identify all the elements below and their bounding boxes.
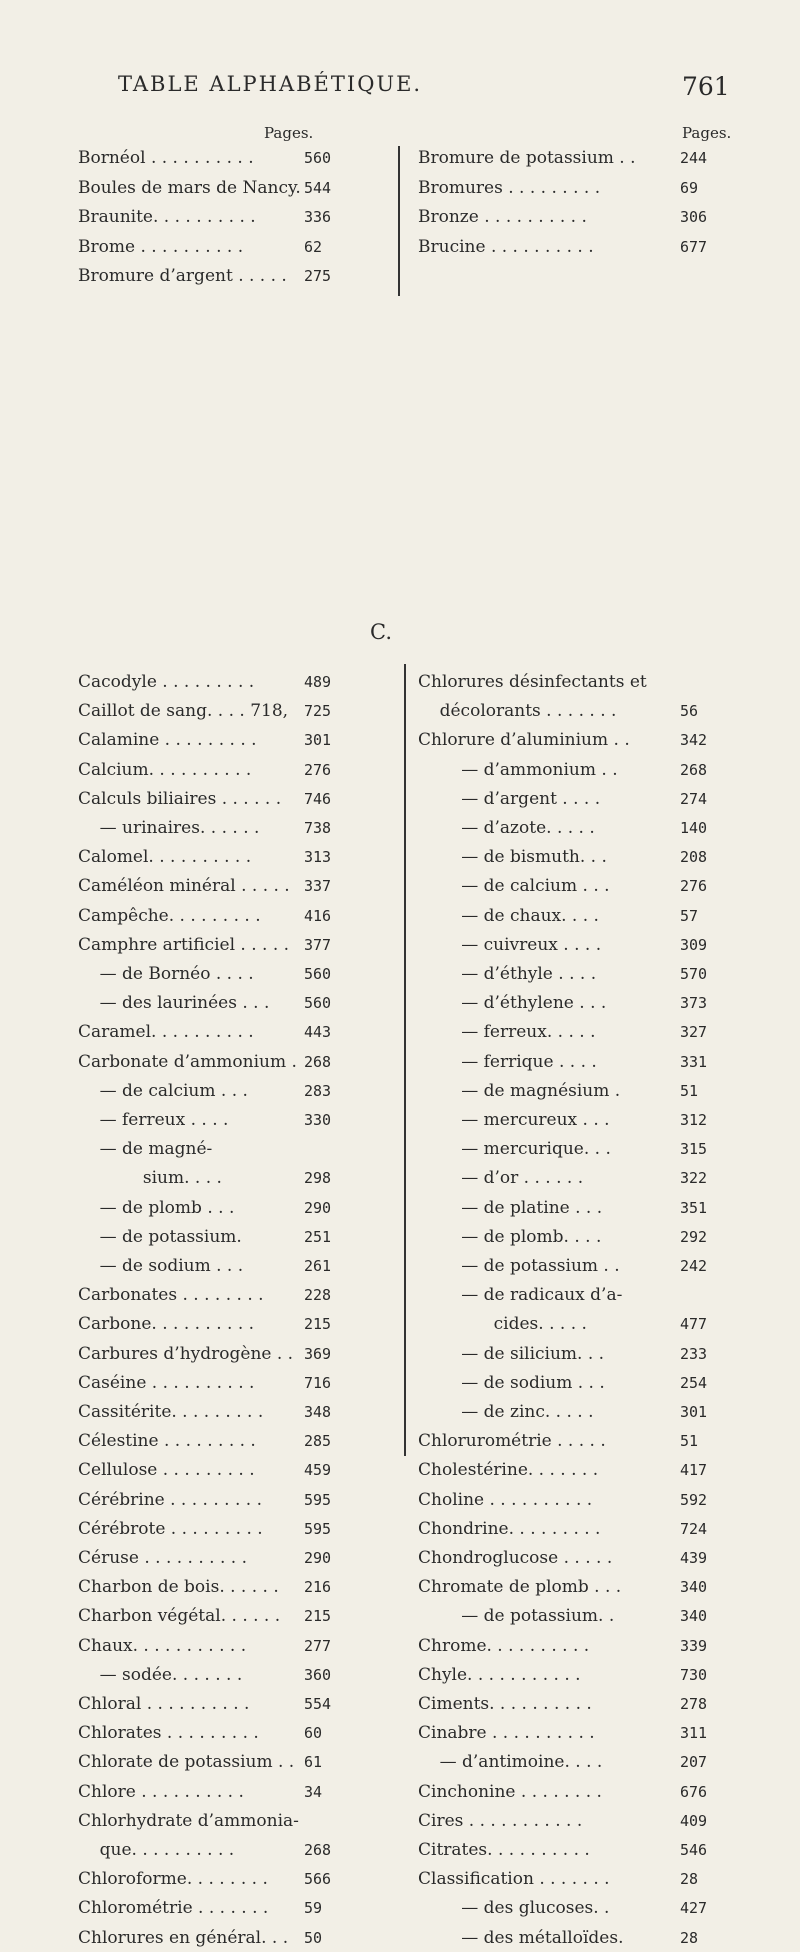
entry-page: 348 [304,1403,332,1421]
index-entry [418,233,738,261]
entry-label: Bronze . . . . . . . . . . [418,207,587,227]
index-entry [78,1252,398,1280]
entry-label: — de zinc. . . . . [418,1402,594,1422]
index-entry [418,872,738,900]
index-entry [78,1807,398,1835]
index-entry [418,726,738,754]
entry-page: 311 [680,1724,708,1743]
entry-label: — d’éthyle . . . . [418,964,597,984]
entry-label: Bromures . . . . . . . . . [418,177,601,198]
index-entry [78,174,398,202]
entry-label: — d’or . . . . . . [418,1168,584,1189]
entry-label: — de radicaux d’a- [418,1285,623,1306]
column-divider-top [398,146,400,296]
index-entry [418,174,738,202]
entry-label: — ferreux . . . . [78,1110,229,1130]
entry-label: Cassitérite. . . . . . . . . [78,1402,264,1422]
entry-page: 216 [304,1578,332,1597]
entry-page: 330 [304,1111,332,1129]
entry-label: Brome . . . . . . . . . . [78,236,244,257]
index-entry [418,1018,738,1046]
entry-page: 34 [304,1782,323,1801]
entry-page: 309 [680,935,708,954]
index-entry [78,697,398,725]
index-entry [78,1077,398,1105]
entry-label: Caillot de sang. . . . 718, [78,701,289,722]
entry-label: Cholestérine. . . . . . . [418,1460,599,1481]
index-entry [78,1632,398,1660]
index-entry [78,1924,398,1952]
entry-label: Cellulose . . . . . . . . . [78,1460,255,1481]
index-entry [418,1194,738,1222]
entry-label: Chlorures désinfectants et [418,672,647,692]
entry-page: 724 [680,1519,708,1538]
index-entry [418,1486,738,1514]
index-entry [418,1164,738,1192]
entry-page: 61 [304,1753,323,1772]
entry-page: 459 [304,1461,332,1480]
entry-label: Chlorométrie . . . . . . . [78,1898,269,1919]
index-entry [78,1690,398,1718]
entry-label: Charbon végétal. . . . . . [78,1606,281,1627]
index-entry [78,872,398,900]
entry-label: Céruse . . . . . . . . . . [78,1548,248,1568]
index-entry [78,756,398,784]
index-entry [418,1748,738,1776]
entry-label: — de sodium . . . [78,1256,244,1276]
entry-label: Braunite. . . . . . . . . . [78,207,256,227]
entry-page: 351 [680,1198,708,1217]
index-entry [78,1340,398,1368]
index-entry [78,785,398,813]
entry-label: Calomel. . . . . . . . . . [78,847,252,868]
entry-label: — de potassium . . [418,1256,620,1276]
entry-label: Ciments. . . . . . . . . . [418,1694,592,1714]
entry-page: 228 [304,1286,332,1305]
entry-page: 716 [304,1373,332,1392]
entry-label: — de plomb. . . . [418,1226,602,1247]
entry-page: 276 [680,877,708,896]
entry-label: Bromure d’argent . . . . . [78,266,287,286]
page-number: 761 [682,72,730,101]
entry-label: Chondroglucose . . . . . [418,1548,613,1568]
entry-label: — de chaux. . . . [418,905,599,926]
index-entry [418,1223,738,1251]
entry-label: Chlorates . . . . . . . . . [78,1723,259,1744]
entry-page: 340 [680,1607,708,1626]
entry-page: 69 [680,178,699,197]
entry-page: 339 [680,1636,708,1655]
index-entry [418,1456,738,1484]
index-entry [418,902,738,930]
entry-label: — d’ammonium . . [418,759,618,780]
index-entry [78,1719,398,1747]
entry-page: 215 [304,1315,332,1334]
entry-page: 331 [680,1052,708,1071]
index-entry [418,1077,738,1105]
section-letter: C. [370,620,392,644]
entry-page: 276 [304,760,332,779]
index-entry [78,1427,398,1455]
entry-label: Calcium. . . . . . . . . . [78,759,252,780]
index-entry [78,1865,398,1893]
index-entry [418,1106,738,1134]
index-entry [418,144,738,172]
entry-page: 409 [680,1811,708,1830]
entry-page: 336 [304,208,332,226]
entry-page: 443 [304,1023,332,1042]
entry-label: décolorants . . . . . . . [418,701,617,722]
index-entry [418,814,738,842]
entry-page: 313 [304,848,332,867]
entry-page: 50 [304,1928,323,1947]
entry-label: Carbone. . . . . . . . . . [78,1314,255,1335]
index-entry [78,1602,398,1630]
entry-page: 416 [304,906,332,925]
index-entry [78,233,398,261]
entry-page: 677 [680,237,708,256]
entry-label: Choline . . . . . . . . . . [418,1489,593,1510]
index-entry [78,960,398,988]
index-entry [418,1807,738,1835]
entry-page: 59 [304,1899,323,1918]
entry-page: 215 [304,1607,332,1626]
entry-label: — d’azote. . . . . [418,818,595,838]
index-entry [418,1427,738,1455]
entry-page: 233 [680,1344,708,1363]
index-entry [418,989,738,1017]
entry-label: Carbonate d’ammonium . [78,1051,297,1072]
entry-label: Campêche. . . . . . . . . [78,905,261,926]
entry-label: cides. . . . . [418,1314,587,1335]
entry-label: Brucine . . . . . . . . . . [418,236,594,257]
entry-label: — d’argent . . . . [418,788,601,809]
index-entry [78,262,398,290]
entry-page: 60 [304,1724,323,1743]
entry-label: Chloroforme. . . . . . . . [78,1869,268,1890]
entry-label: — des métalloïdes. [418,1927,624,1948]
entry-page: 283 [304,1081,332,1100]
entry-label: Bromure de potassium . . [418,148,636,168]
index-entry [418,785,738,813]
entry-label: Chondrine. . . . . . . . . [418,1518,601,1539]
entry-page: 28 [680,1870,699,1889]
index-entry [78,1515,398,1543]
pages-label-right: Pages. [682,124,732,142]
entry-label: Caramel. . . . . . . . . . [78,1022,254,1043]
entry-page: 322 [680,1169,708,1188]
entry-label: Carbures d’hydrogène . . [78,1343,294,1364]
entry-label: — de calcium . . . [78,1080,248,1101]
entry-page: 268 [680,760,708,779]
index-entry [418,1602,738,1630]
entry-page: 560 [304,994,332,1013]
entry-page: 676 [680,1782,708,1801]
entry-label: — de sodium . . . [418,1372,605,1393]
entry-label: sium. . . . [78,1168,222,1189]
entry-page: 244 [680,149,708,167]
entry-label: Bornéol . . . . . . . . . . [78,148,254,168]
index-entry [78,989,398,1017]
entry-label: que. . . . . . . . . . [78,1840,235,1860]
entry-page: 369 [304,1344,332,1363]
index-entry [418,1661,738,1689]
entry-page: 277 [304,1636,332,1655]
entry-page: 489 [304,673,332,691]
index-entry [418,1894,738,1922]
entry-page: 51 [680,1081,699,1100]
entry-label: Célestine . . . . . . . . . [78,1431,256,1452]
entry-page: 268 [304,1052,332,1071]
entry-label: — de magnésium . [418,1080,621,1101]
entry-page: 725 [304,702,332,721]
entry-page: 207 [680,1753,708,1772]
entry-page: 738 [304,819,332,837]
entry-page: 274 [680,789,708,808]
index-entry [78,1778,398,1806]
index-entry [78,1106,398,1134]
index-entry [418,1515,738,1543]
entry-label: Cinabre . . . . . . . . . . [418,1723,595,1744]
entry-label: — de platine . . . [418,1197,603,1218]
entry-label: — urinaires. . . . . . [78,818,260,838]
entry-page: 278 [680,1695,708,1713]
index-entry [78,1398,398,1426]
entry-page: 312 [680,1111,708,1129]
index-entry [78,1573,398,1601]
entry-label: Classification . . . . . . . [418,1869,610,1890]
entry-page: 301 [304,731,332,750]
entry-label: — d’éthylene . . . [418,993,607,1014]
entry-label: Chlorurométrie . . . . . [418,1431,606,1452]
index-entry [78,1018,398,1046]
index-entry [78,1748,398,1776]
entry-label: Carbonates . . . . . . . . [78,1285,264,1306]
entry-page: 360 [304,1665,332,1684]
entry-page: 28 [680,1928,699,1947]
entry-page: 592 [680,1490,708,1509]
entry-label: Charbon de bois. . . . . . [78,1577,279,1598]
entry-page: 570 [680,965,708,983]
entry-label: Chromate de plomb . . . [418,1577,622,1598]
entry-label: — de bismuth. . . [418,847,607,868]
entry-label: — de potassium. [78,1226,242,1247]
index-entry [418,1252,738,1280]
entry-label: Cacodyle . . . . . . . . . [78,672,255,692]
entry-label: — d’antimoine. . . . [418,1752,603,1773]
entry-page: 439 [680,1549,708,1567]
index-entry [78,1544,398,1572]
entry-page: 306 [680,208,708,226]
entry-page: 290 [304,1549,332,1567]
index-entry [78,668,398,696]
index-entry [418,1573,738,1601]
entry-label: Citrates. . . . . . . . . . [418,1840,590,1860]
entry-label: — de plomb . . . [78,1197,235,1218]
entry-label: Calamine . . . . . . . . . [78,730,257,751]
entry-page: 554 [304,1695,332,1713]
index-entry [418,843,738,871]
entry-page: 377 [304,935,332,954]
entry-page: 298 [304,1169,332,1188]
entry-label: — ferreux. . . . . [418,1022,596,1043]
index-entry [78,1281,398,1309]
entry-label: Chlorures en général. . . [78,1927,289,1948]
index-entry [418,756,738,784]
index-entry [418,1340,738,1368]
entry-page: 57 [680,906,699,925]
entry-page: 560 [304,965,332,983]
index-entry [418,1369,738,1397]
index-entry [78,1310,398,1338]
index-entry [78,203,398,231]
entry-label: Chloral . . . . . . . . . . [78,1694,250,1714]
index-entry [418,1836,738,1864]
index-entry [78,1894,398,1922]
entry-label: Boules de mars de Nancy. [78,177,301,198]
entry-page: 292 [680,1227,708,1246]
index-entry [78,1836,398,1864]
entry-page: 340 [680,1578,708,1597]
index-entry [418,203,738,231]
index-entry [78,1164,398,1192]
entry-page: 546 [680,1841,708,1859]
index-entry [418,1048,738,1076]
entry-label: — cuivreux . . . . [418,934,602,955]
entry-label: — mercurique. . . [418,1139,611,1160]
column-divider-main [404,664,406,1456]
entry-page: 746 [304,789,332,808]
entry-label: Cérébrote . . . . . . . . . [78,1518,263,1539]
entry-label: Cinchonine . . . . . . . . [418,1781,602,1802]
index-entry [418,697,738,725]
index-entry [78,1486,398,1514]
page-header [0,72,800,112]
entry-page: 595 [304,1490,332,1509]
entry-page: 337 [304,877,332,896]
entry-label: Chlorate de potassium . . [78,1752,295,1773]
entry-label: Chlorure d’aluminium . . [418,730,630,751]
entry-label: Chaux. . . . . . . . . . . [78,1635,247,1656]
entry-label: — sodée. . . . . . . [78,1664,243,1685]
entry-page: 301 [680,1403,708,1421]
entry-page: 417 [680,1461,708,1480]
entry-page: 261 [304,1257,332,1275]
pages-label-left: Pages. [264,124,314,142]
index-entry [78,1223,398,1251]
entry-page: 315 [680,1140,708,1159]
entry-page: 140 [680,819,708,837]
entry-label: Cires . . . . . . . . . . . [418,1810,583,1831]
running-title: TABLE ALPHABÉTIQUE. [118,72,423,96]
entry-label: Chyle. . . . . . . . . . . [418,1664,581,1685]
index-entry [78,1456,398,1484]
entry-page: 62 [304,237,323,256]
entry-page: 251 [304,1227,332,1246]
entry-page: 730 [680,1665,708,1684]
entry-label: Chlorhydrate d’ammonia- [78,1810,299,1831]
entry-label: Caméléon minéral . . . . . [78,876,290,897]
entry-label: — ferrique . . . . [418,1051,597,1072]
entry-page: 477 [680,1315,708,1334]
index-entry [78,902,398,930]
index-entry [78,1661,398,1689]
index-entry [418,1719,738,1747]
index-entry [78,1369,398,1397]
index-entry [418,668,738,696]
entry-page: 208 [680,848,708,867]
index-entry [418,1865,738,1893]
index-entry [78,1194,398,1222]
entry-label: Caséine . . . . . . . . . . [78,1372,255,1393]
entry-page: 595 [304,1519,332,1538]
index-entry [418,931,738,959]
entry-label: — de magné- [78,1139,213,1160]
entry-page: 327 [680,1023,708,1042]
index-entry [78,1135,398,1163]
entry-page: 285 [304,1432,332,1451]
index-entry [418,1281,738,1309]
index-entry [78,843,398,871]
entry-page: 275 [304,267,332,285]
entry-label: — de Bornéo . . . . [78,964,254,984]
index-entry [78,144,398,172]
index-entry [418,960,738,988]
index-entry [418,1778,738,1806]
entry-page: 544 [304,178,332,197]
entry-label: Chlore . . . . . . . . . . [78,1781,244,1802]
entry-label: — des glucoses. . [418,1898,610,1919]
entry-label: Chrome. . . . . . . . . . [418,1635,590,1656]
entry-label: Cérébrine . . . . . . . . . [78,1489,262,1510]
entry-label: — de potassium. . [418,1606,615,1627]
index-entry [418,1924,738,1952]
index-entry [78,1048,398,1076]
index-entry [418,1398,738,1426]
index-entry [78,814,398,842]
index-entry [78,726,398,754]
entry-page: 254 [680,1373,708,1392]
index-entry [78,931,398,959]
entry-page: 242 [680,1257,708,1275]
entry-page: 342 [680,731,708,750]
index-entry [418,1690,738,1718]
entry-page: 566 [304,1870,332,1889]
entry-page: 268 [304,1841,332,1859]
index-entry [418,1310,738,1338]
index-entry [418,1135,738,1163]
entry-page: 290 [304,1198,332,1217]
entry-page: 373 [680,994,708,1013]
entry-label: Calculs biliaires . . . . . . [78,788,282,809]
index-entry [418,1544,738,1572]
entry-label: — mercureux . . . [418,1110,610,1130]
entry-label: — de silicium. . . [418,1343,605,1364]
entry-page: 56 [680,702,699,721]
entry-label: — des laurinées . . . [78,993,270,1014]
entry-page: 51 [680,1432,699,1451]
entry-page: 427 [680,1899,708,1918]
entry-page: 560 [304,149,332,167]
entry-label: Camphre artificiel . . . . . [78,934,290,955]
index-entry [418,1632,738,1660]
entry-label: — de calcium . . . [418,876,610,897]
